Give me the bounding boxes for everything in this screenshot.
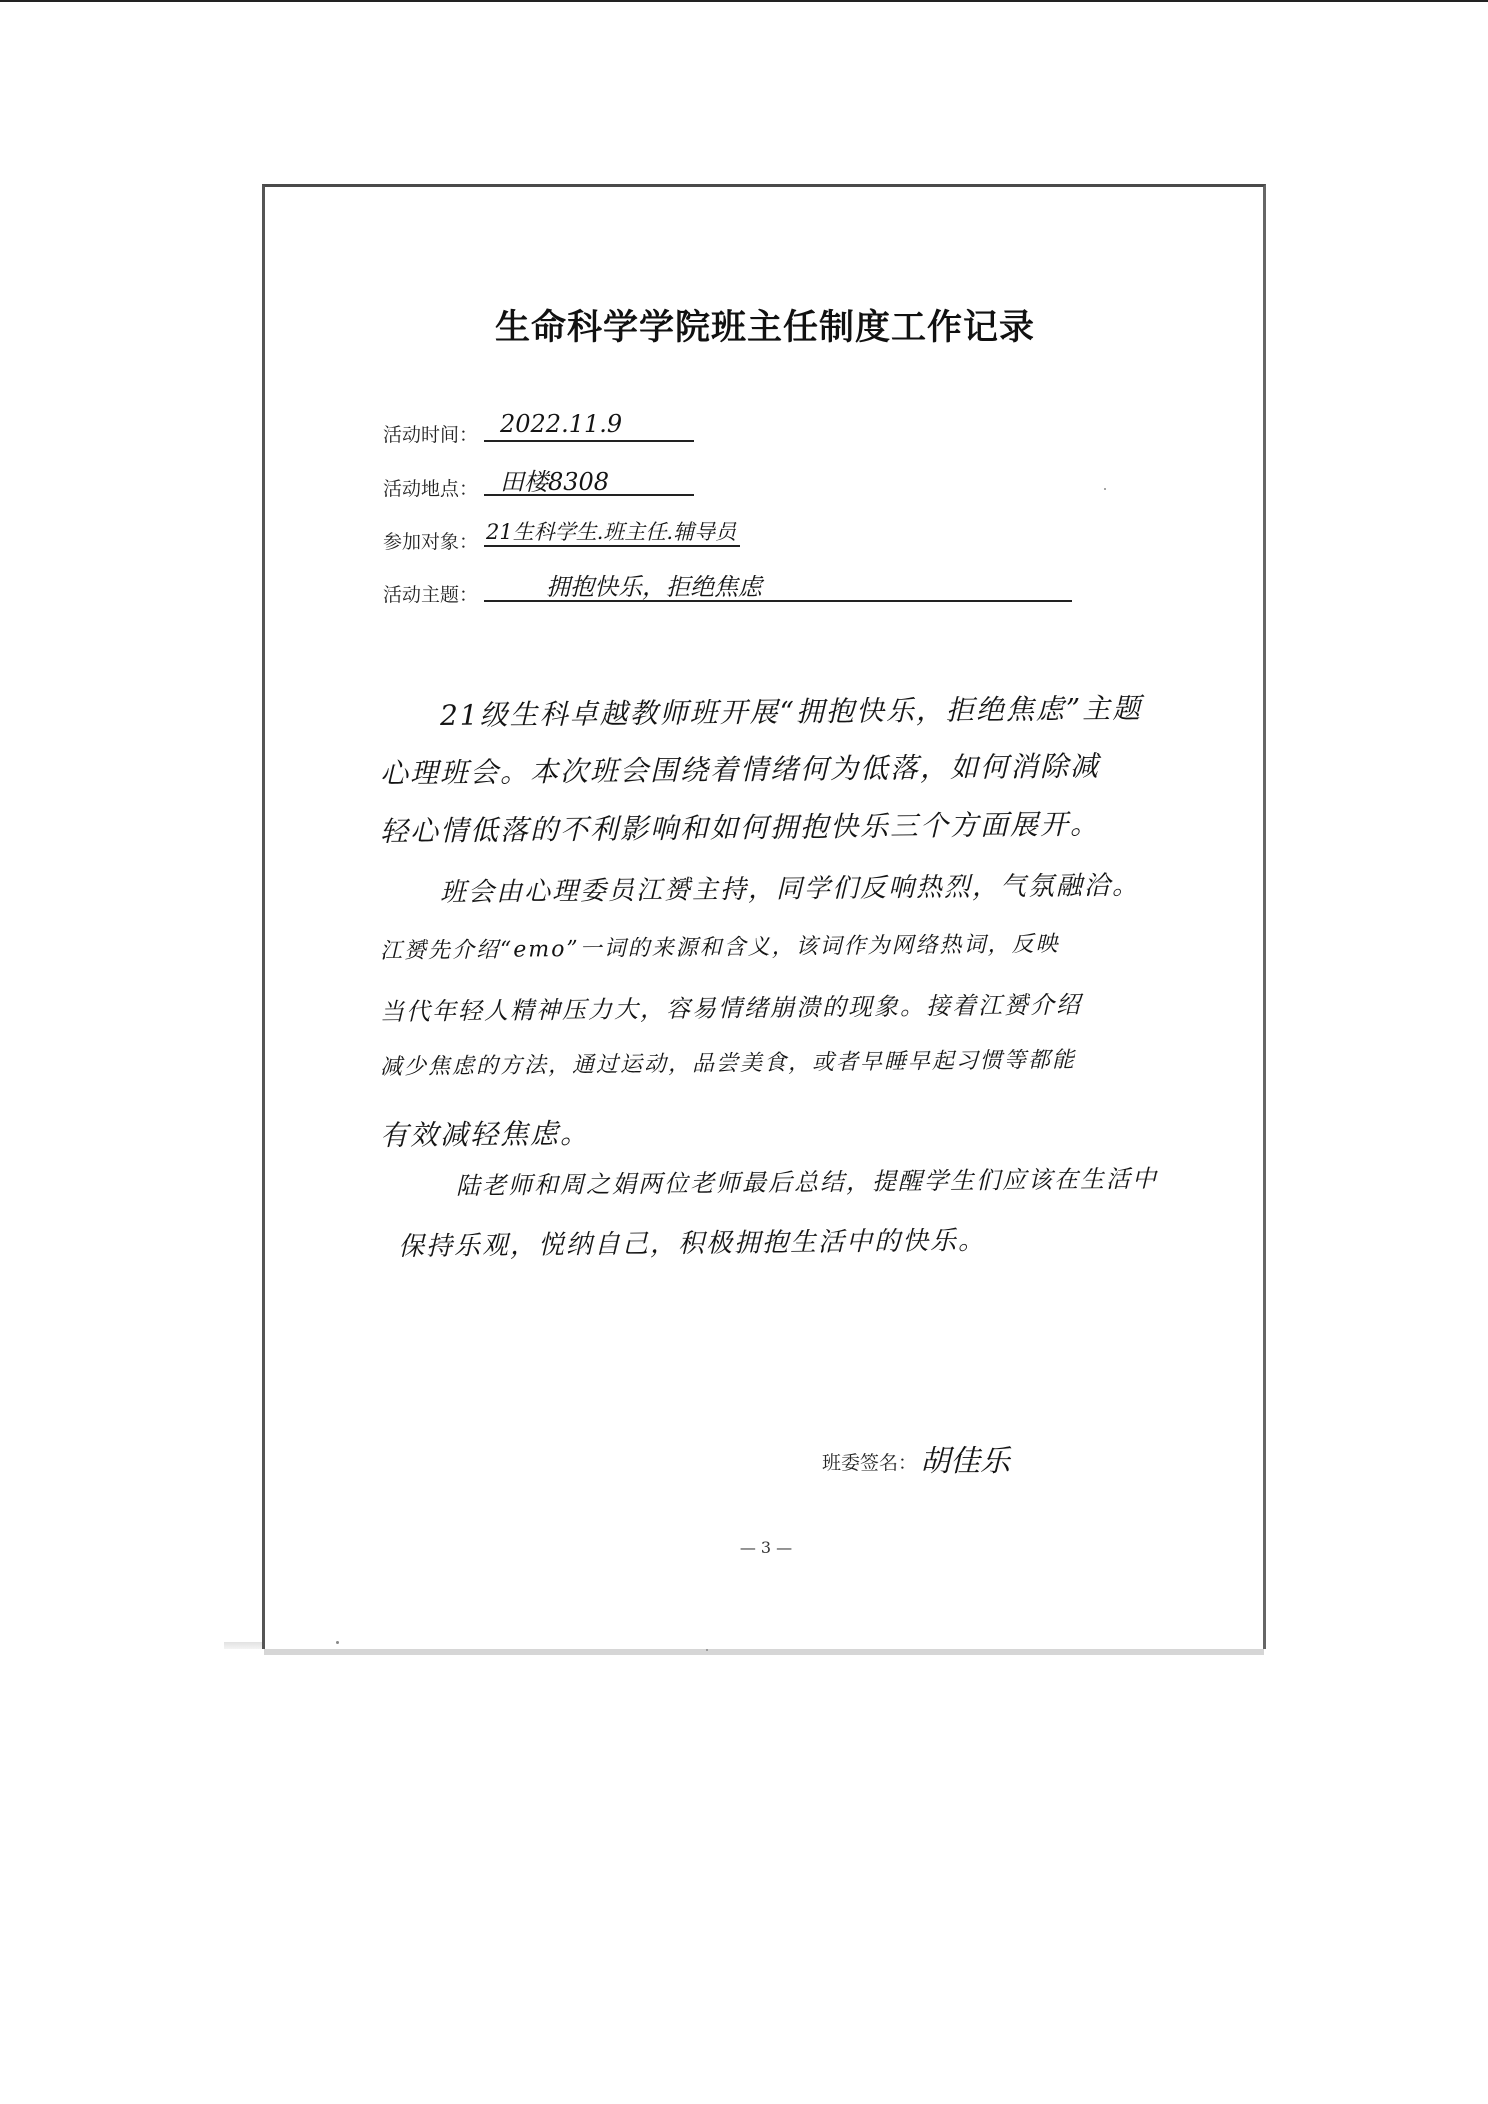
body-line: 有效减轻焦虑。	[379, 1116, 591, 1152]
document-sheet	[262, 184, 1266, 1649]
field-label-time: 活动时间：	[383, 424, 479, 446]
field-label-participants: 参加对象：	[383, 531, 479, 553]
field-label-theme: 活动主题：	[383, 584, 479, 606]
field-value-theme: 拥抱快乐，拒绝焦虑	[546, 573, 762, 601]
body-line: 班会由心理委员江赟主持，同学们反响热烈，气氛融洽。	[439, 870, 1141, 908]
field-line-theme	[484, 600, 1072, 602]
body-line: 轻心情低落的不利影响和如何拥抱快乐三个方面展开。	[379, 807, 1101, 848]
page-number: — 3 —	[739, 1538, 793, 1557]
body-line: 保持乐观，悦纳自己，积极拥抱生活中的快乐。	[397, 1225, 987, 1262]
body-line: 陆老师和周之娟两位老师最后总结，提醒学生们应该在生活中	[455, 1164, 1159, 1200]
scan-top-edge	[0, 0, 1488, 2]
field-label-location: 活动地点：	[383, 478, 479, 500]
field-value-location: 田楼8308	[500, 468, 610, 496]
body-line: 江赟先介绍“emo”一词的来源和含义，该词作为网络热词，反映	[379, 931, 1060, 964]
signature-label: 班委签名：	[822, 1452, 918, 1474]
field-line-participants	[484, 545, 740, 547]
field-value-participants: 21生科学生.班主任.辅导员	[486, 520, 737, 544]
body-line: 心理班会。本次班会围绕着情绪何为低落，如何消除减	[379, 749, 1101, 790]
body-line: 21级生科卓越教师班开展“拥抱快乐，拒绝焦虑”主题	[439, 691, 1143, 732]
signature-name: 胡佳乐	[920, 1444, 1010, 1479]
field-line-time	[484, 440, 694, 442]
scan-speck	[1104, 488, 1106, 490]
scan-speck	[706, 1649, 708, 1651]
scan-speck	[336, 1641, 339, 1644]
body-line: 减少焦虑的方法，通过运动，品尝美食，或者早睡早起习惯等都能	[379, 1047, 1077, 1080]
body-line: 当代年轻人精神压力大，容易情绪崩溃的现象。接着江赟介绍	[379, 990, 1083, 1026]
page-title: 生命科学学院班主任制度工作记录	[494, 308, 1035, 348]
field-value-time: 2022.11.9	[500, 410, 623, 438]
field-line-location	[484, 494, 694, 496]
